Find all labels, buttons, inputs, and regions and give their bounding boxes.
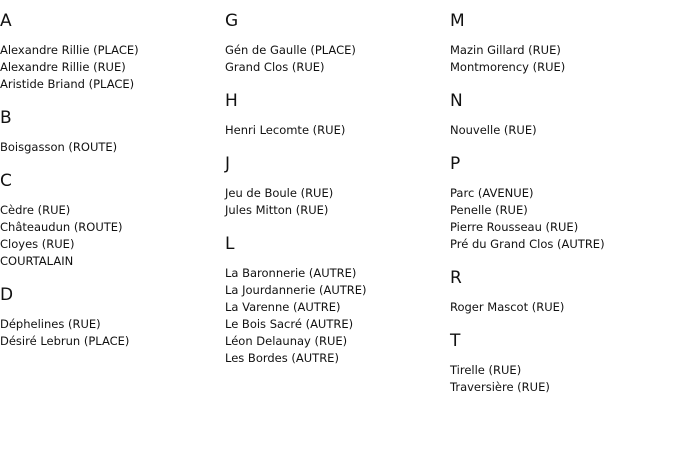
street-link[interactable]: Boisgasson (ROUTE) [0,140,118,154]
street-list [0,202,220,270]
street-list [0,139,220,156]
street-link[interactable]: Châteaudun (ROUTE) [0,220,123,234]
letter-group-j [225,153,445,219]
letter-heading: G [225,11,239,31]
street-list [0,42,220,93]
letter-heading: A [0,11,12,31]
letter-group-r [450,267,670,316]
letter-heading: M [450,11,465,31]
street-link[interactable]: Mazin Gillard (RUE) [450,43,561,57]
street-link[interactable]: Alexandre Rillie (PLACE) [0,43,139,57]
street-link[interactable]: Penelle (RUE) [450,203,528,217]
street-link[interactable]: Aristide Briand (PLACE) [0,77,135,91]
street-list [450,42,670,76]
letter-group-a [0,10,220,93]
letter-group-h [225,90,445,139]
street-list [225,42,445,76]
street-list [450,299,670,316]
street-link[interactable]: Pré du Grand Clos (AUTRE) [450,237,605,251]
letter-group-t [450,330,670,396]
street-list [450,122,670,139]
letter-heading: R [450,268,462,288]
street-list [0,316,220,350]
street-link[interactable]: Montmorency (RUE) [450,60,566,74]
letter-heading: T [450,331,461,351]
street-list [225,122,445,139]
letter-group-g [225,10,445,76]
letter-heading: P [450,154,461,174]
street-link[interactable]: Alexandre Rillie (RUE) [0,60,126,74]
letter-group-l [225,233,445,367]
street-link[interactable]: Tirelle (RUE) [450,363,522,377]
street-link[interactable]: Déphelines (RUE) [0,317,101,331]
street-link[interactable]: La Varenne (AUTRE) [225,300,341,314]
street-link[interactable]: Pierre Rousseau (RUE) [450,220,579,234]
index-column-3 [450,10,670,410]
street-link[interactable]: Grand Clos (RUE) [225,60,325,74]
street-link[interactable]: La Baronnerie (AUTRE) [225,266,357,280]
letter-heading: D [0,285,14,305]
street-link[interactable]: Les Bordes (AUTRE) [225,351,339,365]
letter-heading: N [450,91,463,111]
letter-heading: B [0,108,12,128]
street-link[interactable]: Jeu de Boule (RUE) [225,186,334,200]
letter-heading: C [0,171,12,191]
street-list [225,265,445,367]
letter-heading: L [225,234,235,254]
street-link[interactable]: Gén de Gaulle (PLACE) [225,43,356,57]
street-link[interactable]: Nouvelle (RUE) [450,123,537,137]
street-link[interactable]: Cloyes (RUE) [0,237,75,251]
street-link[interactable]: Traversière (RUE) [450,380,550,394]
letter-group-p [450,153,670,253]
street-link[interactable]: Désiré Lebrun (PLACE) [0,334,130,348]
letter-heading: H [225,91,238,111]
street-link[interactable]: Léon Delaunay (RUE) [225,334,348,348]
letter-group-m [450,10,670,76]
index-column-2 [225,10,445,381]
street-link[interactable]: Henri Lecomte (RUE) [225,123,346,137]
street-link[interactable]: La Jourdannerie (AUTRE) [225,283,367,297]
street-link[interactable]: Le Bois Sacré (AUTRE) [225,317,354,331]
street-link[interactable]: COURTALAIN [0,254,74,268]
street-link[interactable]: Roger Mascot (RUE) [450,300,565,314]
street-link[interactable]: Cèdre (RUE) [0,203,71,217]
letter-group-n [450,90,670,139]
street-list [450,185,670,253]
letter-group-b [0,107,220,156]
letter-heading: J [225,154,231,174]
letter-group-c [0,170,220,270]
street-link[interactable]: Jules Mitton (RUE) [225,203,329,217]
letter-group-d [0,284,220,350]
street-link[interactable]: Parc (AVENUE) [450,186,534,200]
street-list [450,362,670,396]
index-column-1 [0,10,220,364]
street-list [225,185,445,219]
